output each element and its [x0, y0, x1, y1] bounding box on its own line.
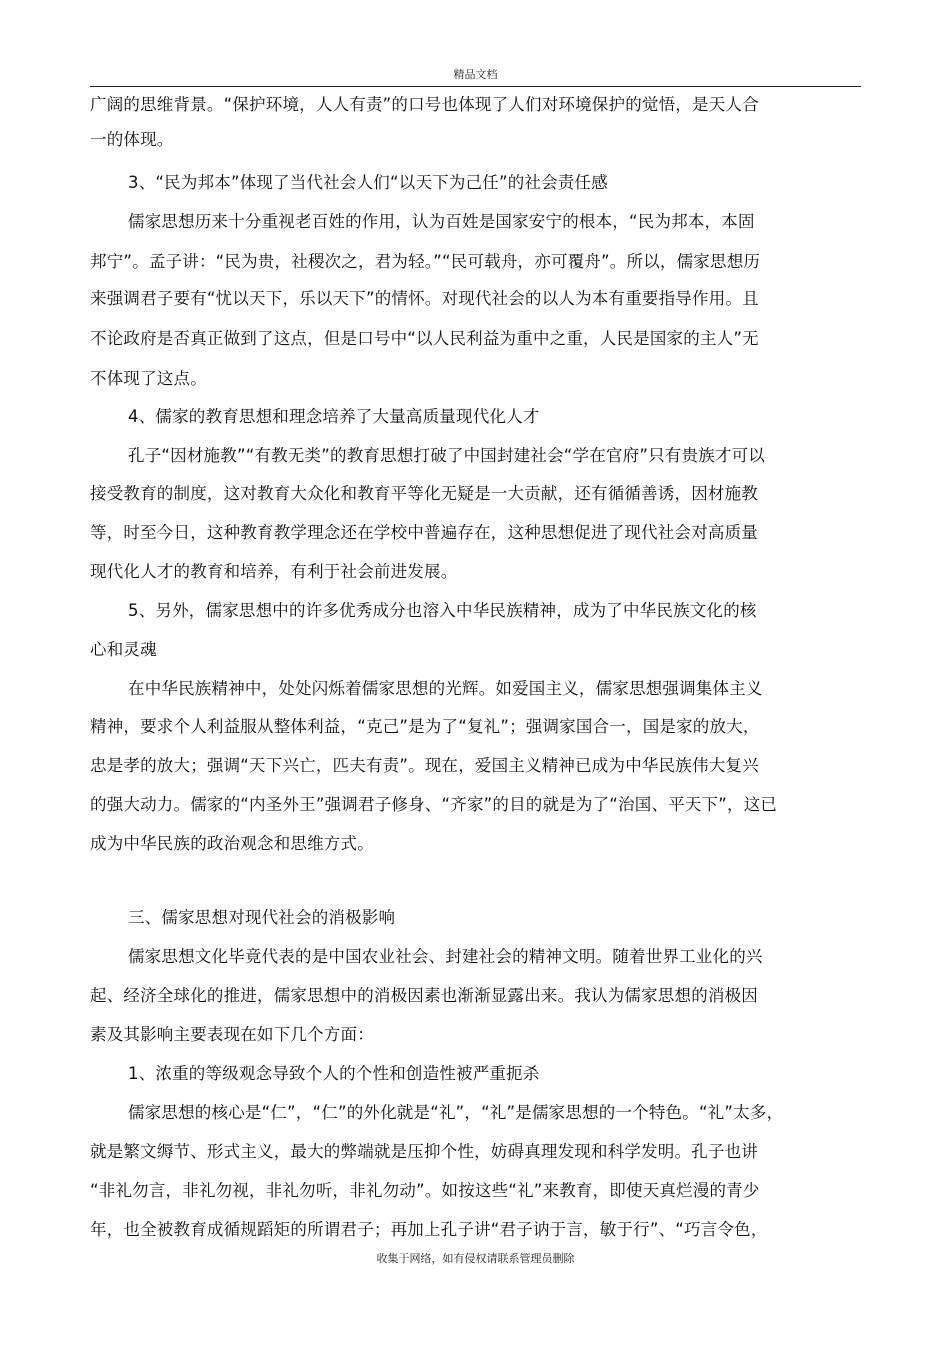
- body-line: 一的体现。: [90, 130, 174, 149]
- section-heading: 4、儒家的教育思想和理念培养了大量高质量现代化人才: [128, 407, 540, 426]
- body-line: 素及其影响主要表现在如下几个方面：: [90, 1025, 374, 1044]
- body-line: 现代化人才的教育和培养，有利于社会前进发展。: [90, 562, 458, 581]
- header-divider: [90, 86, 861, 87]
- body-line: 接受教育的制度，这对教育大众化和教育平等化无疑是一大贡献，还有循循善诱，因材施教: [90, 484, 758, 503]
- page-footer: 收集于网络，如有侵权请联系管理员删除: [376, 1252, 575, 1265]
- body-line: 精神，要求个人利益服从整体利益，“克己”是为了“复礼”；强调家国合一，国是家的放大，: [90, 717, 760, 736]
- section-heading: 1、浓重的等级观念导致个人的个性和创造性被严重扼杀: [128, 1064, 540, 1083]
- page-header: 精品文档: [453, 68, 498, 81]
- body-line: 广阔的思维背景。“保护环境，人人有责”的口号也体现了人们对环境保护的觉悟，是天人合: [90, 95, 759, 114]
- body-line: “非礼勿言，非礼勿视，非礼勿听，非礼勿动”。如按这些“礼”来教育，即使天真烂漫的青少: [90, 1181, 760, 1200]
- body-line: 孔子“因材施教”“有教无类”的教育思想打破了中国封建社会“学在官府”只有贵族才可以: [128, 446, 765, 465]
- section-heading: 3、“民为邦本”体现了当代社会人们“以天下为己任”的社会责任感: [128, 173, 608, 192]
- body-line: 儒家思想的核心是“仁”，“仁”的外化就是“礼”，“礼”是儒家思想的一个特色。“礼”太多，: [128, 1103, 784, 1122]
- body-line: 成为中华民族的政治观念和思维方式。: [90, 834, 374, 853]
- body-line: 不论政府是否真正做到了这点，但是口号中“以人民利益为重中之重，人民是国家的主人”无: [90, 329, 759, 348]
- body-line: 儒家思想文化毕竟代表的是中国农业社会、封建社会的精神文明。随着世界工业化的兴: [128, 947, 763, 966]
- body-line: 来强调君子要有“忧以天下，乐以天下”的情怀。对现代社会的以人为本有重要指导作用。且: [90, 289, 759, 308]
- body-line: 就是繁文缛节、形式主义，最大的弊端就是压抑个性，妨碍真理发现和科学发明。孔子也讲: [90, 1142, 758, 1161]
- body-line: 忠是孝的放大；强调“天下兴亡，匹夫有责”。现在，爱国主义精神已成为中华民族伟大复兴: [90, 756, 759, 775]
- chapter-heading: 三、儒家思想对现代社会的消极影响: [128, 908, 396, 927]
- body-line: 不体现了这点。: [90, 369, 207, 388]
- section-heading: 心和灵魂: [90, 640, 157, 659]
- section-heading: 5、另外，儒家思想中的许多优秀成分也溶入中华民族精神，成为了中华民族文化的核: [128, 601, 757, 620]
- body-line: 邦宁”。孟子讲：“民为贵，社稷次之，君为轻。”“民可载舟，亦可覆舟”。所以，儒家思想历: [90, 252, 761, 271]
- body-line: 等，时至今日，这种教育教学理念还在学校中普遍存在，这种思想促进了现代社会对高质量: [90, 523, 758, 542]
- body-line: 年，也全被教育成循规蹈矩的所谓君子；再加上孔子讲“君子讷于言，敏于行”、“巧言令色，: [90, 1220, 768, 1239]
- body-line: 的强大动力。儒家的“内圣外王”强调君子修身、“齐家”的目的就是为了“治国、平天下”，这已: [90, 795, 778, 814]
- body-line: 在中华民族精神中，处处闪烁着儒家思想的光辉。如爱国主义，儒家思想强调集体主义: [128, 679, 763, 698]
- body-line: 起、经济全球化的推进，儒家思想中的消极因素也渐渐显露出来。我认为儒家思想的消极因: [90, 986, 758, 1005]
- body-line: 儒家思想历来十分重视老百姓的作用，认为百姓是国家安宁的根本，“民为邦本，本固: [128, 212, 755, 231]
